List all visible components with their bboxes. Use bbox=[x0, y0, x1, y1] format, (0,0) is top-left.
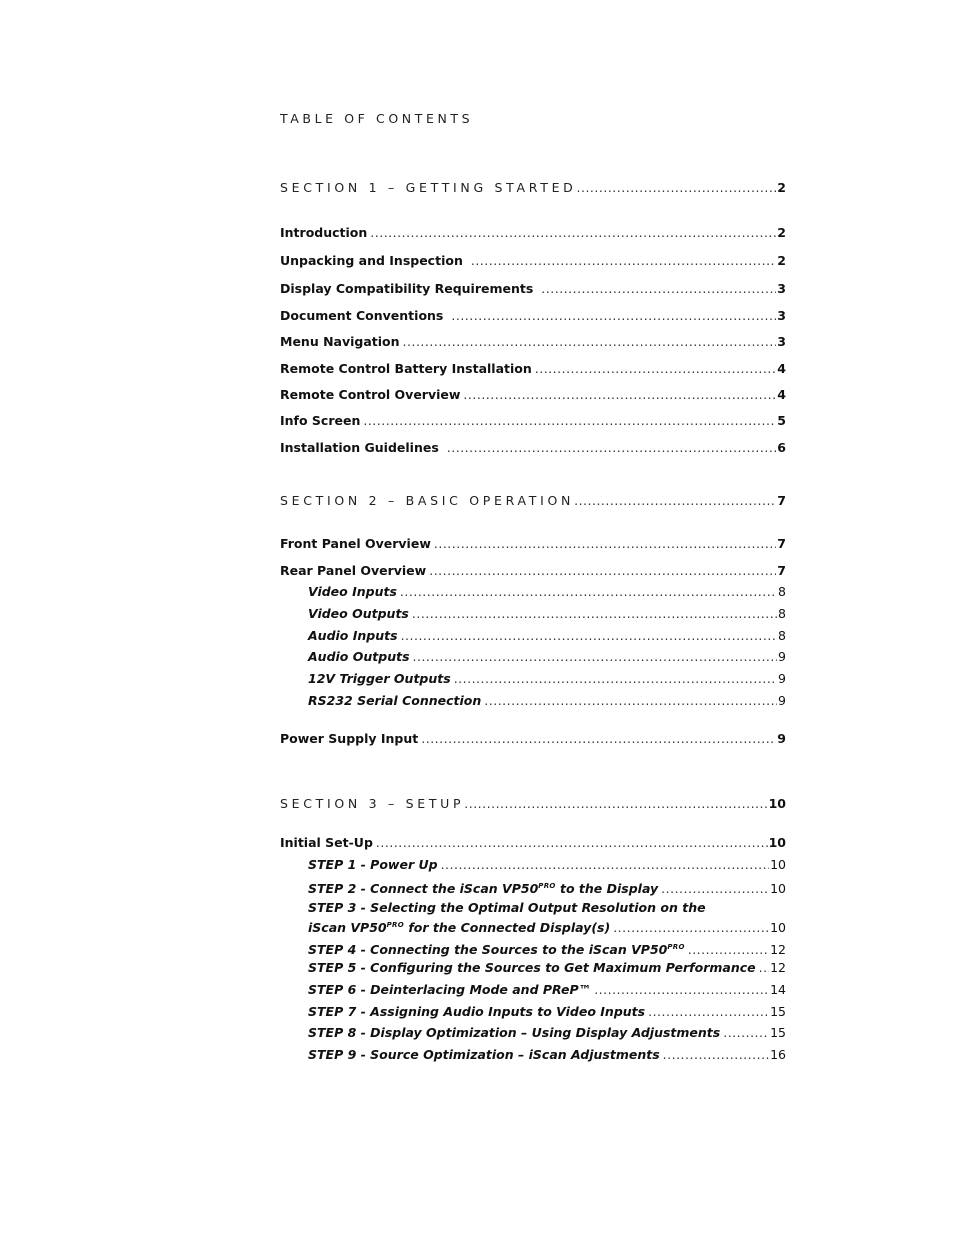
section-page: 10 bbox=[768, 796, 786, 811]
subentry-label: Audio Outputs bbox=[308, 649, 410, 664]
subentry-label: RS232 Serial Connection bbox=[308, 693, 482, 708]
toc-entry-remote-overview[interactable] bbox=[280, 387, 786, 403]
toc-section-3[interactable] bbox=[280, 796, 786, 812]
toc-entry-installation-guidelines[interactable] bbox=[280, 440, 786, 456]
section-label: SECTION 1 – GETTING STARTED bbox=[280, 180, 577, 195]
toc-subentry-step-3[interactable] bbox=[308, 917, 786, 936]
entry-page: 7 bbox=[777, 536, 786, 551]
toc-subentry-step-7[interactable] bbox=[308, 1004, 786, 1020]
subentry-page: 8 bbox=[778, 606, 786, 621]
entry-page: 7 bbox=[777, 563, 786, 578]
entry-label: Rear Panel Overview bbox=[280, 563, 427, 578]
subentry-label: STEP 5 - Configuring the Sources to Get Maximum Performance bbox=[308, 960, 756, 975]
pro-superscript: PRO bbox=[667, 943, 685, 951]
subentry-label: STEP 2 - Connect the iScan $VP50^{PRO}$ to the Display bbox=[308, 881, 659, 896]
entry-label: Power Supply Input bbox=[280, 731, 419, 746]
section-page: 2 bbox=[777, 180, 786, 195]
toc-entry-display-compatibility[interactable] bbox=[280, 281, 786, 297]
entry-label: Installation Guidelines bbox=[280, 440, 439, 455]
entry-page: 3 bbox=[777, 308, 786, 323]
toc-subentry-step-5[interactable] bbox=[308, 960, 786, 976]
entry-page: 3 bbox=[777, 281, 786, 296]
entry-label: Remote Control Battery Installation bbox=[280, 361, 532, 376]
toc-subentry-step-9[interactable] bbox=[308, 1047, 786, 1063]
toc-subentry-audio-outputs[interactable] bbox=[308, 649, 786, 665]
toc-entry-menu-navigation[interactable] bbox=[280, 334, 786, 350]
entry-page: 3 bbox=[777, 334, 786, 349]
subentry-page: 16 bbox=[770, 1047, 786, 1062]
toc-subentry-rs232[interactable] bbox=[308, 693, 786, 709]
subentry-label: Audio Inputs bbox=[308, 628, 398, 643]
subentry-page: 8 bbox=[778, 628, 786, 643]
entry-label: Menu Navigation bbox=[280, 334, 400, 349]
subentry-label: Video Outputs bbox=[308, 606, 409, 621]
entry-label: Document Conventions bbox=[280, 308, 444, 323]
toc-entry-remote-battery[interactable] bbox=[280, 361, 786, 377]
subentry-label: 12V Trigger Outputs bbox=[308, 671, 451, 686]
toc-entry-unpacking[interactable] bbox=[280, 253, 786, 269]
toc-subentry-step-6[interactable] bbox=[308, 982, 786, 998]
subentry-page: 12 bbox=[770, 960, 786, 975]
toc-subentry-step-3-line1: STEP 3 - Selecting the Optimal Output Resolution on the bbox=[308, 900, 706, 915]
pro-superscript: PRO bbox=[386, 921, 404, 929]
entry-label: Remote Control Overview bbox=[280, 387, 461, 402]
toc-entry-introduction[interactable] bbox=[280, 225, 786, 241]
subentry-label: Video Inputs bbox=[308, 584, 397, 599]
section-page: 7 bbox=[777, 493, 786, 508]
toc-entry-front-panel[interactable] bbox=[280, 536, 786, 552]
subentry-page: 15 bbox=[770, 1004, 786, 1019]
toc-subentry-video-outputs[interactable] bbox=[308, 606, 786, 622]
toc-subentry-12v-trigger[interactable] bbox=[308, 671, 786, 687]
entry-page: 10 bbox=[768, 835, 786, 850]
subentry-page: 9 bbox=[778, 671, 786, 686]
entry-page: 2 bbox=[777, 225, 786, 240]
subentry-page: 12 bbox=[770, 942, 786, 957]
entry-label: Unpacking and Inspection bbox=[280, 253, 463, 268]
toc-subentry-step-1[interactable] bbox=[308, 857, 786, 873]
section-label: SECTION 2 – BASIC OPERATION bbox=[280, 493, 575, 508]
subentry-label: STEP 4 - Connecting the Sources to the iScan $VP50^{PRO}$ bbox=[308, 942, 685, 957]
section-label: SECTION 3 – SETUP bbox=[280, 796, 465, 811]
toc-subentry-audio-inputs[interactable] bbox=[308, 628, 786, 644]
toc-entry-initial-setup[interactable] bbox=[280, 835, 786, 851]
subentry-label: STEP 1 - Power Up bbox=[308, 857, 438, 872]
entry-page: 4 bbox=[777, 361, 786, 376]
subentry-page: 14 bbox=[770, 982, 786, 997]
toc-entry-document-conventions[interactable] bbox=[280, 308, 786, 324]
entry-label: Display Compatibility Requirements bbox=[280, 281, 534, 296]
toc-subentry-step-8[interactable] bbox=[308, 1025, 786, 1041]
toc-entry-info-screen[interactable] bbox=[280, 413, 786, 429]
subentry-page: 10 bbox=[770, 857, 786, 872]
entry-label: Front Panel Overview bbox=[280, 536, 431, 551]
subentry-page: 10 bbox=[770, 920, 786, 935]
entry-page: 5 bbox=[777, 413, 786, 428]
pro-superscript: PRO bbox=[538, 882, 556, 890]
toc-entry-power-supply[interactable] bbox=[280, 731, 786, 747]
toc-subentry-step-4[interactable] bbox=[308, 939, 786, 958]
entry-label: Initial Set-Up bbox=[280, 835, 373, 850]
toc-subentry-step-2[interactable] bbox=[308, 878, 786, 897]
subentry-page: 9 bbox=[778, 693, 786, 708]
subentry-label: STEP 9 - Source Optimization – iScan Adjustments bbox=[308, 1047, 660, 1062]
subentry-label: STEP 8 - Display Optimization – Using Display Adjustments bbox=[308, 1025, 721, 1040]
subentry-label: iScan $VP50^{PRO}$ for the Connected Display(s) bbox=[308, 920, 611, 935]
entry-page: 9 bbox=[777, 731, 786, 746]
subentry-page: 15 bbox=[770, 1025, 786, 1040]
toc-entry-rear-panel[interactable] bbox=[280, 563, 786, 579]
subentry-page: 8 bbox=[778, 584, 786, 599]
subentry-page: 9 bbox=[778, 649, 786, 664]
entry-label: Introduction bbox=[280, 225, 368, 240]
toc-title: TABLE OF CONTENTS bbox=[280, 111, 474, 126]
entry-page: 6 bbox=[777, 440, 786, 455]
entry-page: 4 bbox=[777, 387, 786, 402]
toc-section-2[interactable] bbox=[280, 493, 786, 509]
toc-subentry-video-inputs[interactable] bbox=[308, 584, 786, 600]
toc-section-1[interactable] bbox=[280, 180, 786, 196]
entry-page: 2 bbox=[777, 253, 786, 268]
subentry-page: 10 bbox=[770, 881, 786, 896]
subentry-label: STEP 7 - Assigning Audio Inputs to Video Inputs bbox=[308, 1004, 646, 1019]
entry-label: Info Screen bbox=[280, 413, 361, 428]
subentry-label: STEP 6 - Deinterlacing Mode and PReP™ bbox=[308, 982, 592, 997]
